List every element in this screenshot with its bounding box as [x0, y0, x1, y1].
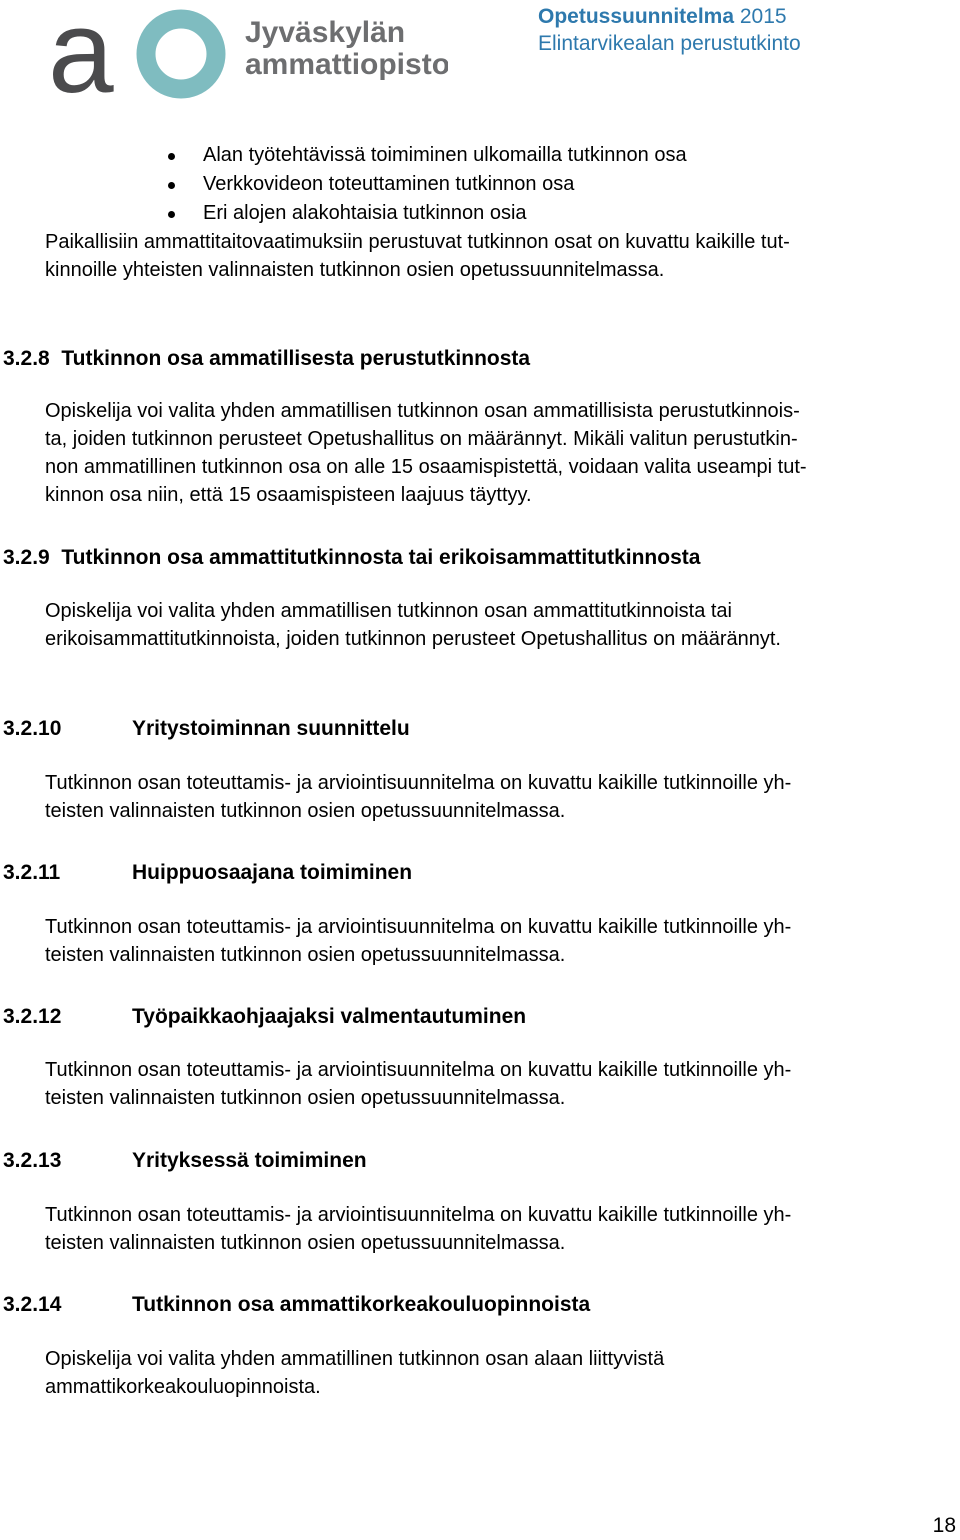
section-title: Tutkinnon osa ammattikorkeakouluopinnoista: [132, 1293, 591, 1316]
document-title-bold: Opetussuunnitelma: [538, 5, 735, 28]
section-paragraph-line: Tutkinnon osan toteuttamis- ja arviointisuunnitelma on kuvattu kaikille tutkinnoille yh-: [45, 1059, 792, 1081]
section-paragraph-line: ammattikorkeakouluopinnoista.: [45, 1376, 321, 1398]
section-paragraph-line: kinnon osa niin, että 15 osaamispisteen laajuus täyttyy.: [45, 484, 532, 506]
section-paragraph-line: teisten valinnaisten tutkinnon osien opetussuunnitelmassa.: [45, 944, 566, 966]
logo-graphic: [48, 0, 448, 100]
document-title: [538, 5, 787, 29]
section-title: Yrityksessä toimiminen: [132, 1149, 367, 1172]
section-paragraph-line: Opiskelija voi valita yhden ammatillisen tutkinnon osan ammattitutkinnoista tai: [45, 600, 733, 622]
section-paragraph-line: teisten valinnaisten tutkinnon osien opetussuunnitelmassa.: [45, 800, 566, 822]
list-item-text: Eri alojen alakohtaisia tutkinnon osia: [203, 202, 527, 224]
section-title: Huippuosaajana toimiminen: [132, 861, 413, 884]
section-heading: [3, 859, 412, 887]
list-item-text: Alan työtehtävissä toimiminen ulkomailla tutkinnon osa: [203, 144, 687, 166]
section-heading: [3, 1003, 526, 1031]
section-title: Yritystoiminnan suunnittelu: [132, 717, 410, 740]
section-paragraph-line: non ammatillinen tutkinnon osa on alle 15 osaamispistettä, voidaan valita useampi tut-: [45, 456, 807, 478]
list-item: [166, 199, 687, 228]
section-number: 3.2.12: [3, 1005, 62, 1028]
organization-logo: [48, 0, 448, 100]
section-heading: [3, 1291, 590, 1319]
section-heading: [3, 715, 410, 743]
section-paragraph-line: ta, joiden tutkinnon perusteet Opetushallitus on määrännyt. Mikäli valitun perustutkin-: [45, 428, 798, 450]
section-number: 3.2.13: [3, 1149, 62, 1172]
section-paragraph-line: teisten valinnaisten tutkinnon osien opetussuunnitelmassa.: [45, 1232, 566, 1254]
logo-line1: Jyväskylän: [245, 16, 406, 49]
section-heading: [3, 544, 700, 572]
section-paragraph-line: Tutkinnon osan toteuttamis- ja arviointisuunnitelma on kuvattu kaikille tutkinnoille yh-: [45, 1204, 792, 1226]
section-number: 3.2.14: [3, 1293, 62, 1316]
section-title: Työpaikkaohjaajaksi valmentautuminen: [132, 1005, 527, 1028]
section-paragraph-line: Opiskelija voi valita yhden ammatillisen tutkinnon osan ammatillisista perustutkinnois-: [45, 400, 800, 422]
bullet-icon: [168, 182, 175, 189]
logo-mark-a: a: [48, 0, 114, 100]
section-heading: [3, 345, 530, 373]
logo-line2: ammattiopisto: [245, 48, 448, 81]
intro-line-2: kinnoille yhteisten valinnaisten tutkinnon osien opetussuunnitelmassa.: [45, 259, 665, 281]
section-number: 3.2.11: [3, 861, 61, 884]
section-paragraph-line: teisten valinnaisten tutkinnon osien opetussuunnitelmassa.: [45, 1087, 566, 1109]
bullet-icon: [168, 153, 175, 160]
section-paragraph-line: Opiskelija voi valita yhden ammatillinen tutkinnon osan alaan liittyvistä: [45, 1348, 665, 1370]
section-number: 3.2.8: [3, 347, 50, 370]
section-number: 3.2.9: [3, 546, 50, 569]
section-paragraph-line: erikoisammattitutkinnoista, joiden tutkinnon perusteet Opetushallitus on määrännyt.: [45, 628, 781, 650]
list-item: [166, 170, 687, 199]
section-title: Tutkinnon osa ammatillisesta perustutkinnosta: [61, 347, 531, 370]
section-paragraph-line: Tutkinnon osan toteuttamis- ja arviointisuunnitelma on kuvattu kaikille tutkinnoille yh-: [45, 772, 792, 794]
section-title: Tutkinnon osa ammattitutkinnosta tai erikoisammattitutkinnosta: [61, 546, 701, 569]
section-number: 3.2.10: [3, 717, 62, 740]
section-paragraph-line: Tutkinnon osan toteuttamis- ja arviointisuunnitelma on kuvattu kaikille tutkinnoille yh-: [45, 916, 792, 938]
document-subtitle: Elintarvikealan perustutkinto: [538, 32, 801, 55]
document-title-year: 2015: [734, 5, 787, 28]
intro-line-1: Paikallisiin ammattitaitovaatimuksiin perustuvat tutkinnon osat on kuvattu kaikille tut-: [45, 231, 790, 253]
list-item: [166, 141, 687, 170]
section-heading: [3, 1147, 367, 1175]
bullet-icon: [168, 211, 175, 218]
list-item-text: Verkkovideon toteuttaminen tutkinnon osa: [203, 173, 575, 195]
logo-mark-o: [146, 19, 216, 89]
bullet-list: [166, 141, 687, 228]
page-number: 18: [932, 1514, 956, 1537]
